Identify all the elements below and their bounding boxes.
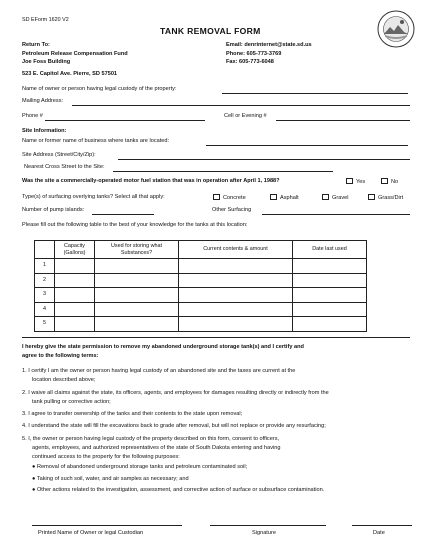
- permission-line-1: I hereby give the state permission to remove my abandoned underground storage tank(s) and I certify and: [22, 344, 304, 350]
- date-cell[interactable]: [293, 317, 367, 332]
- concrete-checkbox[interactable]: [213, 194, 220, 200]
- cell-label: Cell or Evening #: [224, 113, 267, 119]
- page-title: TANK REMOVAL FORM: [160, 26, 261, 36]
- contact-fax: Fax: 605-773-6048: [226, 59, 274, 65]
- business-name-label: Name or former name of business where tanks are located:: [22, 138, 170, 144]
- surfacing-asphalt[interactable]: [270, 194, 299, 202]
- contents-header: Current contents & amount: [179, 241, 293, 259]
- yes-label: Yes: [356, 179, 366, 185]
- contents-cell[interactable]: [179, 273, 293, 288]
- fuel-station-question: Was the site a commercially-operated motor fuel station that was in operation after April 1, 1988?: [22, 178, 280, 184]
- other-surfacing-label: Other Surfacing: [212, 207, 252, 213]
- grass-dirt-checkbox[interactable]: [368, 194, 375, 200]
- gravel-label: Gravel: [332, 195, 349, 201]
- row-number: 3: [35, 288, 55, 303]
- date-label: Date: [373, 530, 385, 536]
- yes-option[interactable]: [346, 178, 365, 186]
- section-divider: [22, 337, 410, 338]
- bullet-1: [32, 464, 247, 471]
- surfacing-grass-dirt[interactable]: [368, 194, 403, 202]
- capacity-cell[interactable]: [55, 302, 95, 317]
- date-cell[interactable]: [293, 288, 367, 303]
- contact-email: Email: denrinternet@state.sd.us: [226, 42, 312, 48]
- row-number-header: [35, 241, 55, 259]
- owner-name-field[interactable]: [222, 93, 408, 94]
- return-to-label: Return To:: [22, 42, 50, 48]
- return-building: Joe Foss Building: [22, 59, 71, 65]
- other-surfacing-field[interactable]: [262, 214, 410, 215]
- bullet-icon: ●: [32, 464, 37, 470]
- date-last-used-header: Date last used: [293, 241, 367, 259]
- capacity-cell[interactable]: [55, 259, 95, 274]
- row-number: 1: [35, 259, 55, 274]
- date-cell[interactable]: [293, 273, 367, 288]
- term-3: 3. I agree to transfer ownership of the tanks and their contents to the state upon removal;: [22, 411, 243, 417]
- contents-cell[interactable]: [179, 288, 293, 303]
- date-field[interactable]: [352, 525, 412, 526]
- contents-cell[interactable]: [179, 317, 293, 332]
- substances-header: Used for storing what Substances?: [95, 241, 179, 259]
- term-1: 1. I certify I am the owner or person having legal custody of an abandoned site and the taxes are current at the: [22, 368, 296, 374]
- contents-cell[interactable]: [179, 259, 293, 274]
- capacity-cell[interactable]: [55, 273, 95, 288]
- phone-label: Phone #: [22, 113, 43, 119]
- bullet-3: [32, 487, 324, 494]
- bullet-3-text: Other actions related to the investigation, assessment, and corrective action of surface or subsurface contamination.: [36, 487, 325, 493]
- signature-label: Signature: [252, 530, 276, 536]
- grass-dirt-label: Grass/Dirt: [378, 195, 404, 201]
- mailing-address-field[interactable]: [72, 105, 410, 106]
- signature-field[interactable]: [210, 525, 326, 526]
- contents-cell[interactable]: [179, 302, 293, 317]
- surfacing-concrete[interactable]: [213, 194, 246, 202]
- capacity-cell[interactable]: [55, 288, 95, 303]
- asphalt-label: Asphalt: [280, 195, 299, 201]
- permission-line-2: agree to the following terms:: [22, 353, 99, 359]
- substances-cell[interactable]: [95, 317, 179, 332]
- contact-phone: Phone: 605-773-3769: [226, 51, 282, 57]
- no-checkbox[interactable]: [381, 178, 388, 184]
- surfacing-label: Type(s) of surfacing overlying tanks? Select all that apply:: [22, 194, 165, 200]
- pump-islands-label: Number of pump islands:: [22, 207, 85, 213]
- asphalt-checkbox[interactable]: [270, 194, 277, 200]
- phone-field[interactable]: [45, 120, 205, 121]
- cross-street-field[interactable]: [113, 171, 333, 172]
- term-2: 2. I waive all claims against the state, its officers, agents, and employees for damages resulting directly or indirectly from the: [22, 390, 329, 396]
- table-row: [35, 259, 367, 274]
- term-4: 4. I understand the state will fill the excavations back to grade after removal, but will not replace or provide any resurfacing;: [22, 423, 326, 429]
- row-number: 5: [35, 317, 55, 332]
- state-seal-icon: [377, 10, 415, 48]
- gravel-checkbox[interactable]: [322, 194, 329, 200]
- term-5: 5. I, the owner or person having legal custody of the property described on this form, consent to officers,: [22, 436, 280, 442]
- term-2-cont: tank pulling or corrective action;: [32, 399, 111, 405]
- bullet-1-text: Removal of abandoned underground storage tanks and petroleum contaminated soil;: [36, 464, 248, 470]
- concrete-label: Concrete: [223, 195, 246, 201]
- surfacing-gravel[interactable]: [322, 194, 348, 202]
- printed-name-field[interactable]: [32, 525, 182, 526]
- row-number: 4: [35, 302, 55, 317]
- capacity-header: Capacity (Gallons): [55, 241, 95, 259]
- table-intro: Please fill out the following table to the best of your knowledge for the tanks at this location:: [22, 222, 248, 228]
- substances-cell[interactable]: [95, 273, 179, 288]
- site-address-field[interactable]: [118, 159, 410, 160]
- return-address: 523 E. Capitol Ave. Pierre, SD 57501: [22, 71, 118, 77]
- mailing-address-label: Mailing Address:: [22, 98, 64, 104]
- return-org: Petroleum Release Compensation Fund: [22, 51, 128, 57]
- substances-cell[interactable]: [95, 288, 179, 303]
- date-cell[interactable]: [293, 259, 367, 274]
- form-id: SD EForm 1620 V2: [22, 17, 69, 23]
- term-5-cont-1: agents, employees, and authorized representatives of the state of South Dakota entering and having: [32, 445, 281, 451]
- seal-logo: [377, 10, 415, 48]
- row-number: 2: [35, 273, 55, 288]
- no-option[interactable]: [381, 178, 398, 186]
- bullet-icon: ●: [32, 476, 37, 482]
- bullet-icon: ●: [32, 487, 37, 493]
- owner-name-label: Name of owner or person having legal custody of the property:: [22, 86, 177, 92]
- site-info-heading: Site Information:: [22, 128, 67, 134]
- cell-field[interactable]: [276, 120, 410, 121]
- bullet-2: [32, 476, 189, 483]
- substances-cell[interactable]: [95, 302, 179, 317]
- yes-checkbox[interactable]: [346, 178, 353, 184]
- cross-street-label: Nearest Cross Street to the Site:: [24, 164, 105, 170]
- table-row: [35, 317, 367, 332]
- table-header-row: [35, 241, 367, 259]
- business-name-field[interactable]: [206, 145, 408, 146]
- table-row: [35, 288, 367, 303]
- substances-cell[interactable]: [95, 259, 179, 274]
- table-row: [35, 273, 367, 288]
- table-row: [35, 302, 367, 317]
- tank-table: [34, 240, 367, 332]
- term-1-cont: location described above;: [32, 377, 96, 383]
- site-address-label: Site Address (Street/City/Zip):: [22, 152, 96, 158]
- bullet-2-text: Taking of such soil, water, and air samples as necessary; and: [36, 476, 189, 482]
- term-5-cont-2: continued access to the property for the following purposes:: [32, 454, 180, 460]
- pump-islands-field[interactable]: [92, 214, 154, 215]
- capacity-cell[interactable]: [55, 317, 95, 332]
- printed-name-label: Printed Name of Owner or legal Custodian: [38, 530, 144, 536]
- date-cell[interactable]: [293, 302, 367, 317]
- no-label: No: [391, 179, 399, 185]
